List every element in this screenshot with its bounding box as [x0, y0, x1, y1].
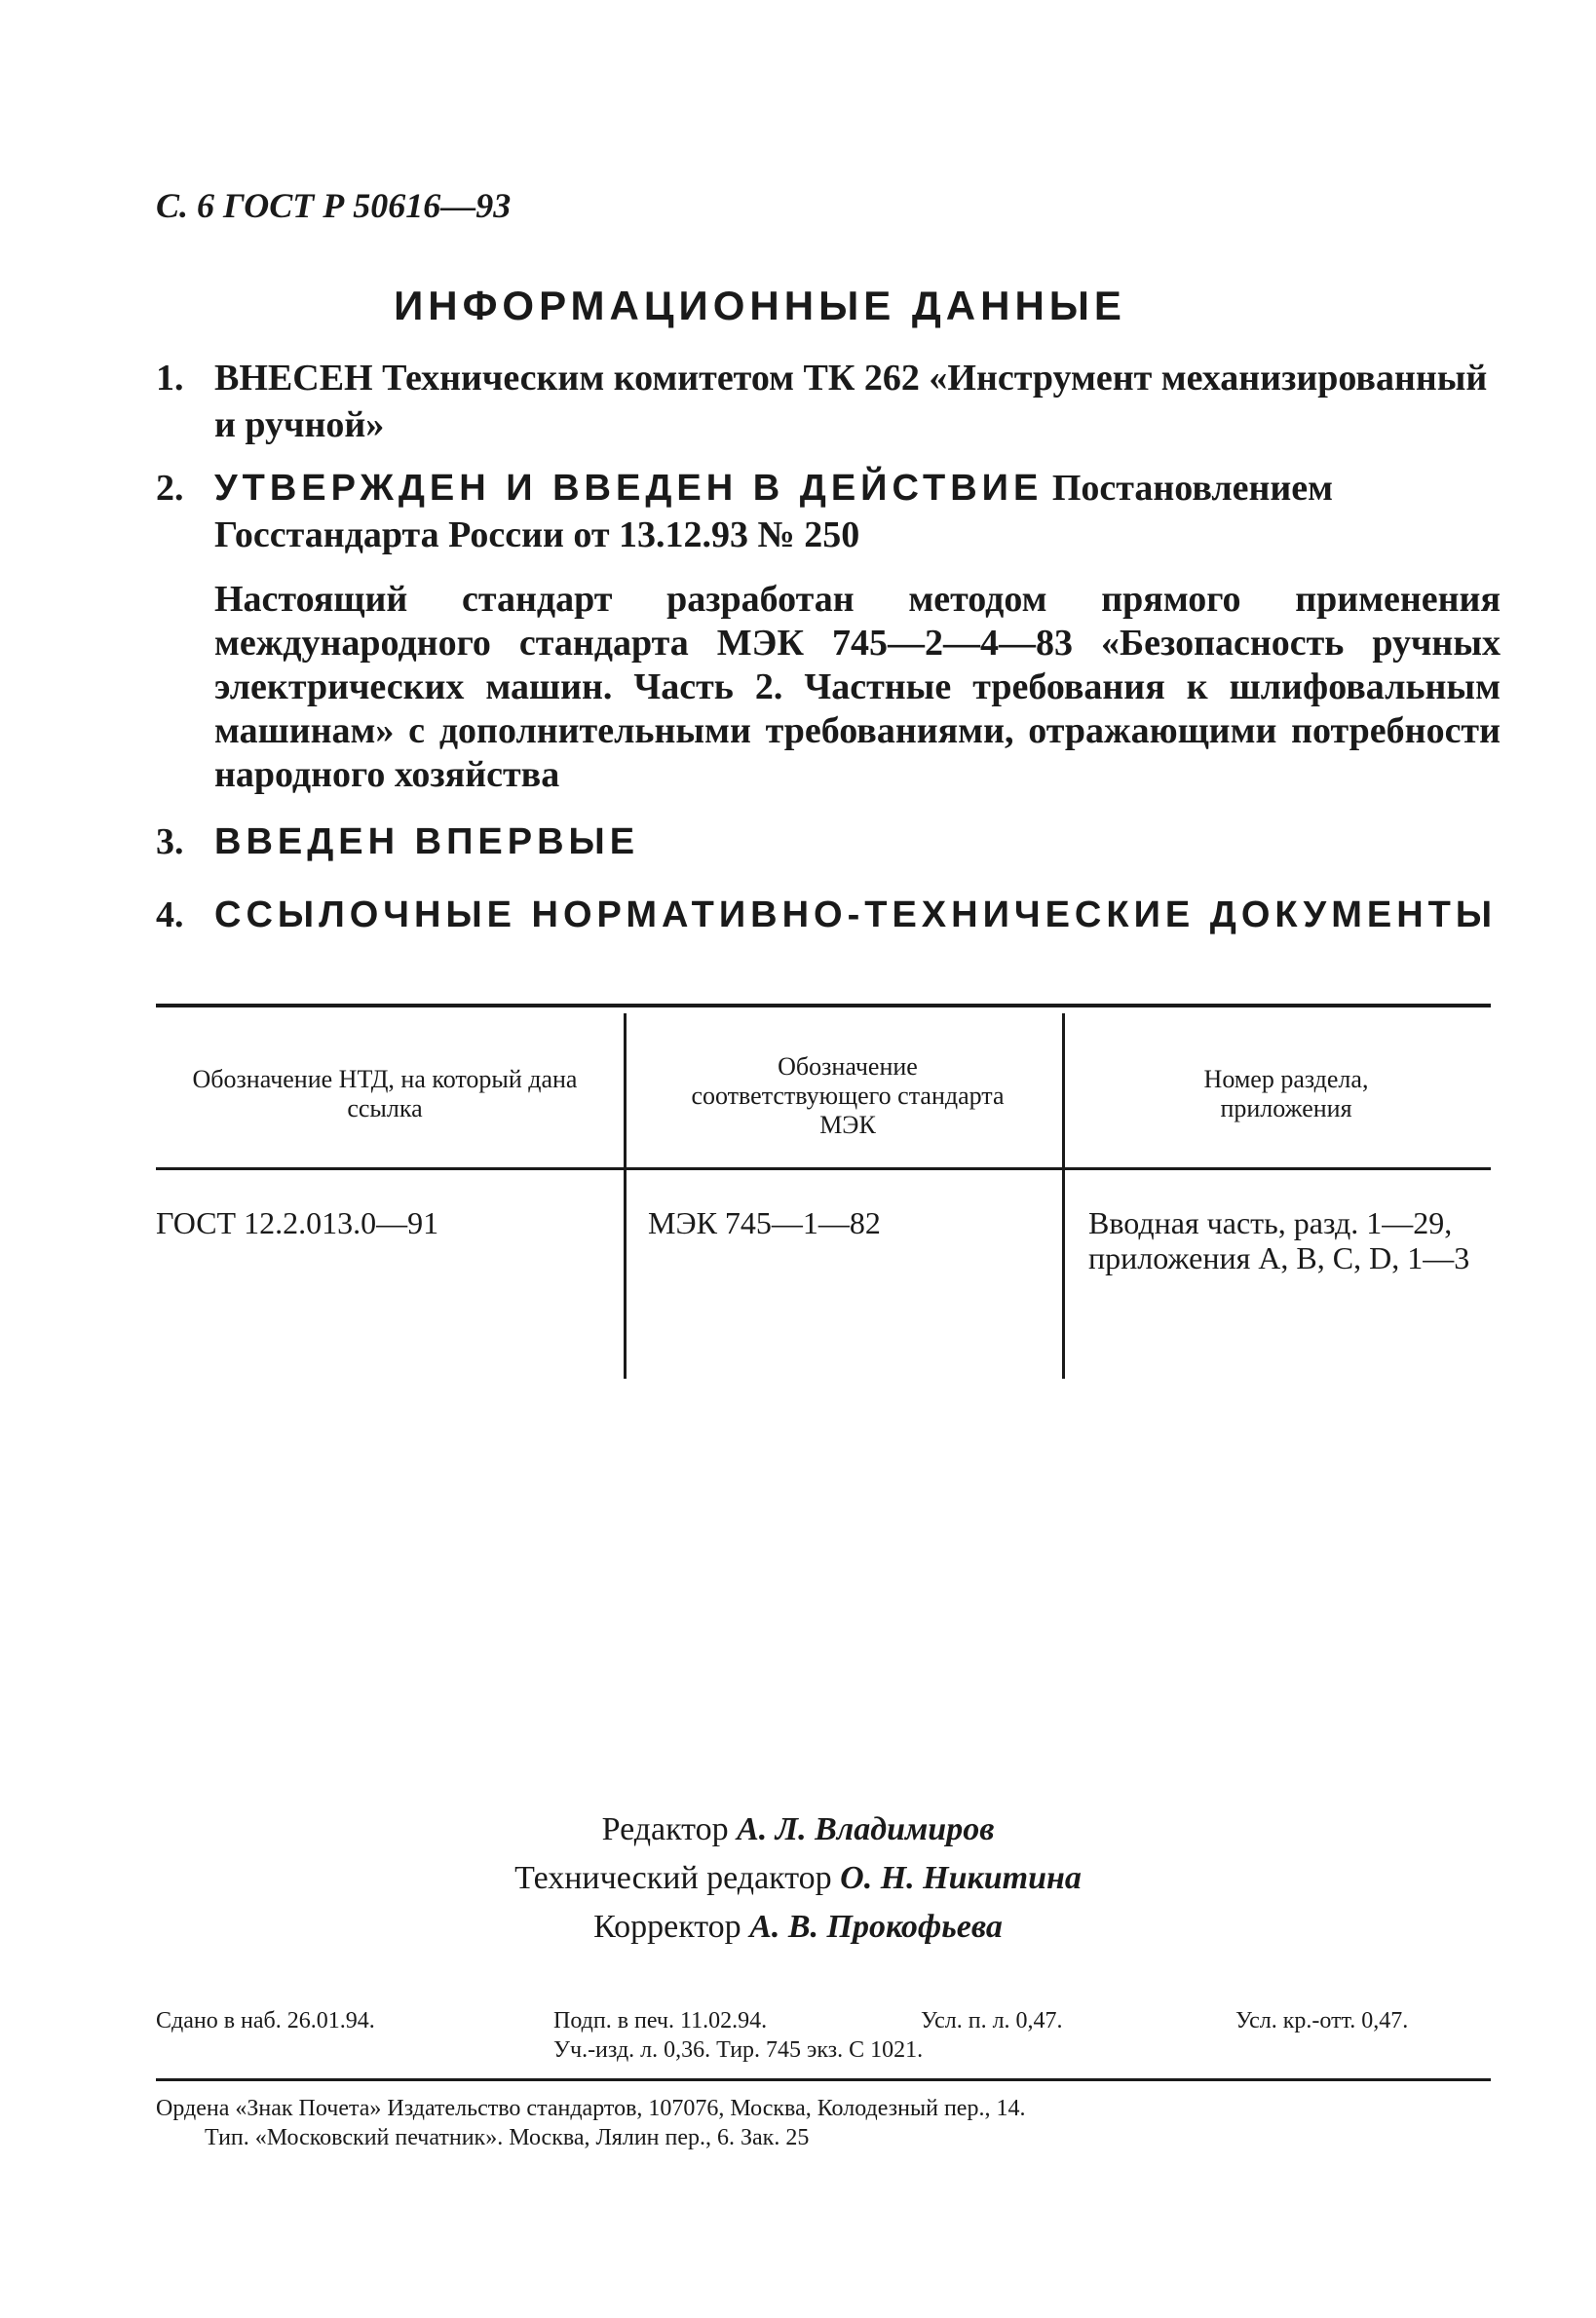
page-header: С. 6 ГОСТ Р 50616—93: [156, 186, 512, 225]
credit-name: О. Н. Никитина: [840, 1860, 1082, 1896]
table-cell-section: Вводная часть, разд. 1—29, приложения А, В, С, D, 1—3: [1088, 1205, 1470, 1275]
table-header-section: Номер раздела, приложения: [1203, 1065, 1369, 1122]
credit-name: А. В. Прокофьева: [749, 1909, 1003, 1945]
info-item-4: [156, 892, 1501, 938]
imprint-publisher-line1: Ордена «Знак Почета» Издательство стандартов, 107076, Москва, Колодезный пер., 14.: [156, 2096, 1026, 2121]
imprint-color-prints: Усл. кр.-отт. 0,47.: [1235, 2008, 1409, 2033]
credit-role: Технический редактор: [514, 1860, 832, 1896]
imprint-rule: [156, 2078, 1491, 2081]
item-text: Техническим комитетом ТК 262 «Инструмент механизированный и ручной»: [214, 358, 1488, 445]
imprint-publisher-line2: Тип. «Московский печатник». Москва, Лялин пер., 6. Зак. 25: [205, 2125, 810, 2150]
imprint-print-sheets: Усл. п. л. 0,47.: [921, 2008, 1063, 2033]
credit-editor: [0, 1805, 1596, 1854]
table-header-iec: Обозначение соответствующего стандарта МЭК: [691, 1052, 1005, 1139]
item-text: Постановлением Госстандарта России от 13.12.93 № 250: [214, 468, 1334, 555]
table-header-ntd: Обозначение НТД, на который дана ссылка: [192, 1065, 578, 1122]
credit-name: А. Л. Владимиров: [737, 1811, 995, 1847]
imprint-signed: Подп. в печ. 11.02.94.: [553, 2008, 768, 2033]
item-number: 4.: [156, 894, 184, 935]
credit-tech-editor: [0, 1854, 1596, 1903]
credit-role: Редактор: [601, 1811, 729, 1847]
item-lead: ВНЕСЕН: [214, 358, 373, 399]
table-header-rule: [156, 1167, 1491, 1170]
info-item-1: [156, 355, 1501, 448]
table-top-rule: [156, 1004, 1491, 1007]
table-cell-ntd: ГОСТ 12.2.013.0—91: [156, 1205, 439, 1240]
credit-role: Корректор: [593, 1909, 741, 1945]
imprint-submitted: Сдано в наб. 26.01.94.: [156, 2008, 375, 2033]
item-number: 1.: [156, 358, 184, 399]
info-item-2: [156, 465, 1501, 558]
table-column-divider: [1062, 1013, 1065, 1379]
page-title: ИНФОРМАЦИОННЫЕ ДАННЫЕ: [394, 283, 1126, 328]
item-lead: ССЫЛОЧНЫЕ НОРМАТИВНО-ТЕХНИЧЕСКИЕ ДОКУМЕНТЫ: [214, 894, 1498, 935]
table-column-divider: [624, 1013, 627, 1379]
item-lead: УТВЕРЖДЕН И ВВЕДЕН В ДЕЙСТВИЕ: [214, 468, 1044, 509]
table-cell-iec: МЭК 745—1—82: [648, 1205, 881, 1240]
credits: [0, 1805, 1596, 1952]
item-number: 2.: [156, 468, 184, 509]
credit-proofreader: [0, 1903, 1596, 1952]
item-lead: ВВЕДЕН ВПЕРВЫЕ: [214, 821, 640, 862]
info-item-3: [156, 818, 1501, 865]
standard-description: Настоящий стандарт разработан методом прямого применения международного стандарта МЭК 745—2—4—83 «Безопасность ручных электрических машин. Часть 2. Частные требования к шлифовальным машинам» с дополнительными требованиями, отражающими потребности народного хозяйства: [214, 579, 1501, 795]
imprint-publisher-sheets: Уч.-изд. л. 0,36. Тир. 745 экз. С 1021.: [553, 2037, 924, 2063]
item-number: 3.: [156, 821, 184, 862]
